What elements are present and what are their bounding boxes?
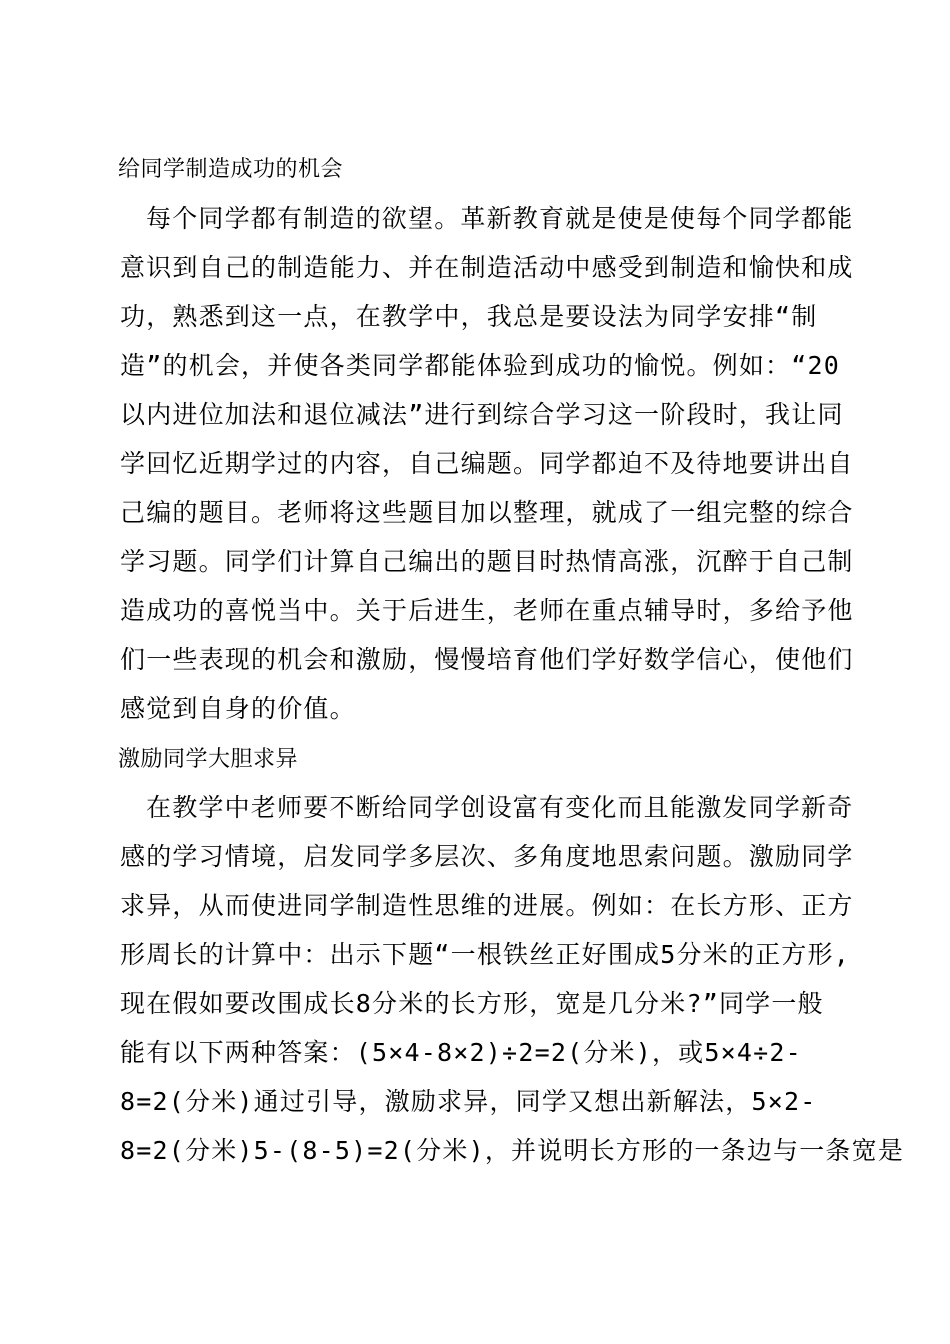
paragraph-line: 造”的机会，并使各类同学都能体验到成功的愉悦。例如：“20 — [120, 351, 841, 380]
paragraph-line: 意识到自己的制造能力、并在制造活动中感受到制造和愉快和成 — [120, 253, 854, 282]
paragraph-line: 8=2(分米)通过引导，激励求异，同学又想出新解法，5×2- — [120, 1087, 817, 1116]
paragraph-line: 学回忆近期学过的内容，自己编题。同学都迫不及待地要讲出自 — [120, 449, 854, 478]
paragraph-line: 现在假如要改围成长8分米的长方形，宽是几分米?”同学一般 — [120, 989, 824, 1018]
paragraph-line: 感觉到自身的价值。 — [120, 694, 356, 723]
paragraph-line: 每个同学都有制造的欲望。革新教育就是使是使每个同学都能 — [146, 204, 854, 233]
paragraph-line: 以内进位加法和退位减法”进行到综合学习这一阶段时，我让同 — [120, 400, 844, 429]
paragraph-line: 己编的题目。老师将这些题目加以整理，就成了一组完整的综合 — [120, 498, 854, 527]
paragraph-line: 学习题。同学们计算自己编出的题目时热情高涨，沉醉于自己制 — [120, 547, 854, 576]
paragraph-line: 造成功的喜悦当中。关于后进生，老师在重点辅导时，多给予他 — [120, 596, 854, 625]
paragraph-line: 求异，从而使进同学制造性思维的进展。例如：在长方形、正方 — [120, 891, 854, 920]
section-heading-2: 激励同学大胆求异 — [118, 747, 299, 772]
paragraph-line: 功，熟悉到这一点，在教学中，我总是要设法为同学安排“制 — [120, 302, 818, 331]
paragraph-line: 能有以下两种答案：(5×4-8×2)÷2=2(分米)，或5×4÷2- — [120, 1038, 802, 1067]
paragraph-line: 8=2(分米)5-(8-5)=2(分米)，并说明长方形的一条边与一条宽是 — [120, 1136, 905, 1165]
paragraph-line: 形周长的计算中：出示下题“一根铁丝正好围成5分米的正方形, — [120, 940, 850, 969]
paragraph-line: 感的学习情境，启发同学多层次、多角度地思索问题。激励同学 — [120, 842, 854, 871]
section-heading-1: 给同学制造成功的机会 — [118, 157, 344, 182]
paragraph-line: 在教学中老师要不断给同学创设富有变化而且能激发同学新奇 — [146, 793, 854, 822]
paragraph-line: 们一些表现的机会和激励，慢慢培育他们学好数学信心，使他们 — [120, 645, 854, 674]
